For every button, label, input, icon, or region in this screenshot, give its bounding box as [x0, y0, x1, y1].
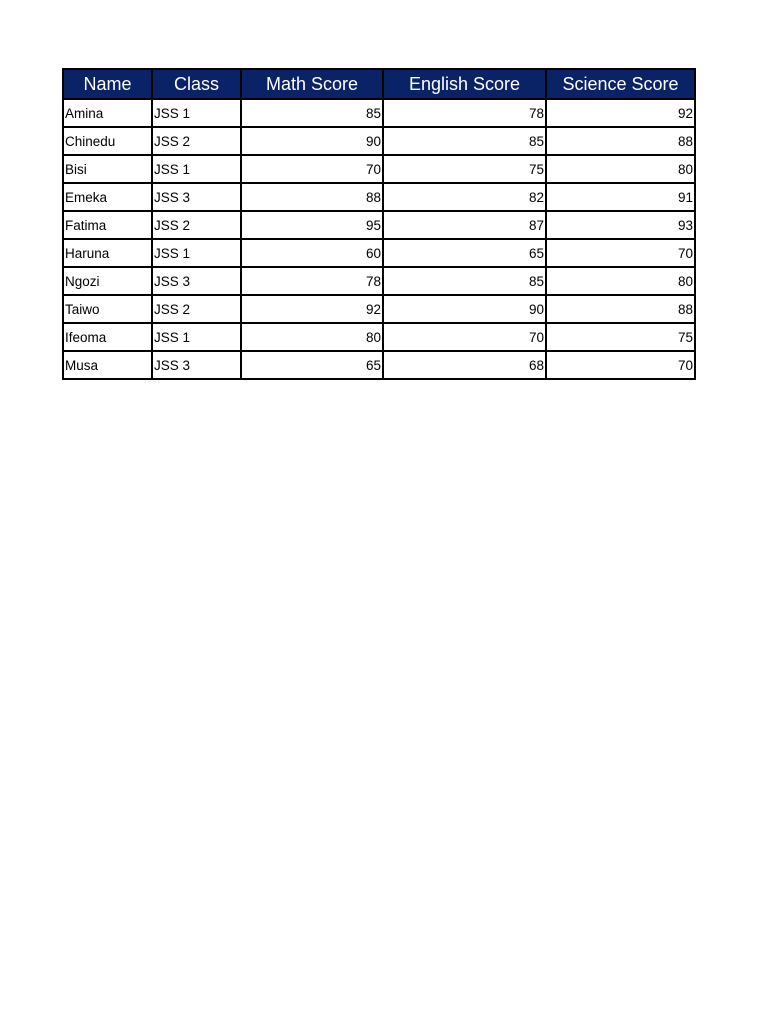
- cell-class: JSS 3: [152, 267, 241, 295]
- cell-class: JSS 2: [152, 127, 241, 155]
- cell-english-score: 68: [383, 351, 546, 379]
- cell-class: JSS 1: [152, 155, 241, 183]
- cell-class: JSS 3: [152, 183, 241, 211]
- cell-english-score: 90: [383, 295, 546, 323]
- table-body: [63, 99, 695, 379]
- cell-name: Bisi: [63, 155, 152, 183]
- cell-science-score: 80: [546, 267, 695, 295]
- cell-math-score: 70: [241, 155, 383, 183]
- cell-english-score: 78: [383, 99, 546, 127]
- cell-name: Ngozi: [63, 267, 152, 295]
- cell-math-score: 85: [241, 99, 383, 127]
- cell-name: Emeka: [63, 183, 152, 211]
- cell-math-score: 80: [241, 323, 383, 351]
- cell-english-score: 85: [383, 127, 546, 155]
- cell-math-score: 92: [241, 295, 383, 323]
- cell-science-score: 75: [546, 323, 695, 351]
- cell-english-score: 87: [383, 211, 546, 239]
- table-row: [63, 267, 695, 295]
- cell-name: Ifeoma: [63, 323, 152, 351]
- cell-name: Haruna: [63, 239, 152, 267]
- header-row: [63, 69, 695, 99]
- table-row: [63, 183, 695, 211]
- cell-english-score: 75: [383, 155, 546, 183]
- header-math-score: Math Score: [241, 69, 383, 99]
- cell-english-score: 82: [383, 183, 546, 211]
- header-science-score: Science Score: [546, 69, 695, 99]
- cell-science-score: 88: [546, 295, 695, 323]
- cell-english-score: 70: [383, 323, 546, 351]
- header-class: Class: [152, 69, 241, 99]
- cell-name: Fatima: [63, 211, 152, 239]
- cell-class: JSS 2: [152, 211, 241, 239]
- cell-name: Taiwo: [63, 295, 152, 323]
- cell-science-score: 93: [546, 211, 695, 239]
- cell-math-score: 65: [241, 351, 383, 379]
- cell-science-score: 91: [546, 183, 695, 211]
- table-row: [63, 211, 695, 239]
- cell-science-score: 88: [546, 127, 695, 155]
- cell-name: Musa: [63, 351, 152, 379]
- cell-name: Amina: [63, 99, 152, 127]
- cell-class: JSS 2: [152, 295, 241, 323]
- cell-math-score: 60: [241, 239, 383, 267]
- student-scores-table: [62, 68, 696, 380]
- table-row: [63, 127, 695, 155]
- cell-science-score: 70: [546, 239, 695, 267]
- cell-math-score: 90: [241, 127, 383, 155]
- header-name: Name: [63, 69, 152, 99]
- table-row: [63, 155, 695, 183]
- table-row: [63, 323, 695, 351]
- table-row: [63, 295, 695, 323]
- cell-class: JSS 3: [152, 351, 241, 379]
- table-row: [63, 239, 695, 267]
- cell-math-score: 95: [241, 211, 383, 239]
- cell-math-score: 78: [241, 267, 383, 295]
- cell-class: JSS 1: [152, 99, 241, 127]
- cell-name: Chinedu: [63, 127, 152, 155]
- cell-english-score: 85: [383, 267, 546, 295]
- cell-class: JSS 1: [152, 323, 241, 351]
- header-english-score: English Score: [383, 69, 546, 99]
- cell-math-score: 88: [241, 183, 383, 211]
- cell-english-score: 65: [383, 239, 546, 267]
- cell-class: JSS 1: [152, 239, 241, 267]
- table-row: [63, 351, 695, 379]
- cell-science-score: 92: [546, 99, 695, 127]
- cell-science-score: 70: [546, 351, 695, 379]
- table-row: [63, 99, 695, 127]
- cell-science-score: 80: [546, 155, 695, 183]
